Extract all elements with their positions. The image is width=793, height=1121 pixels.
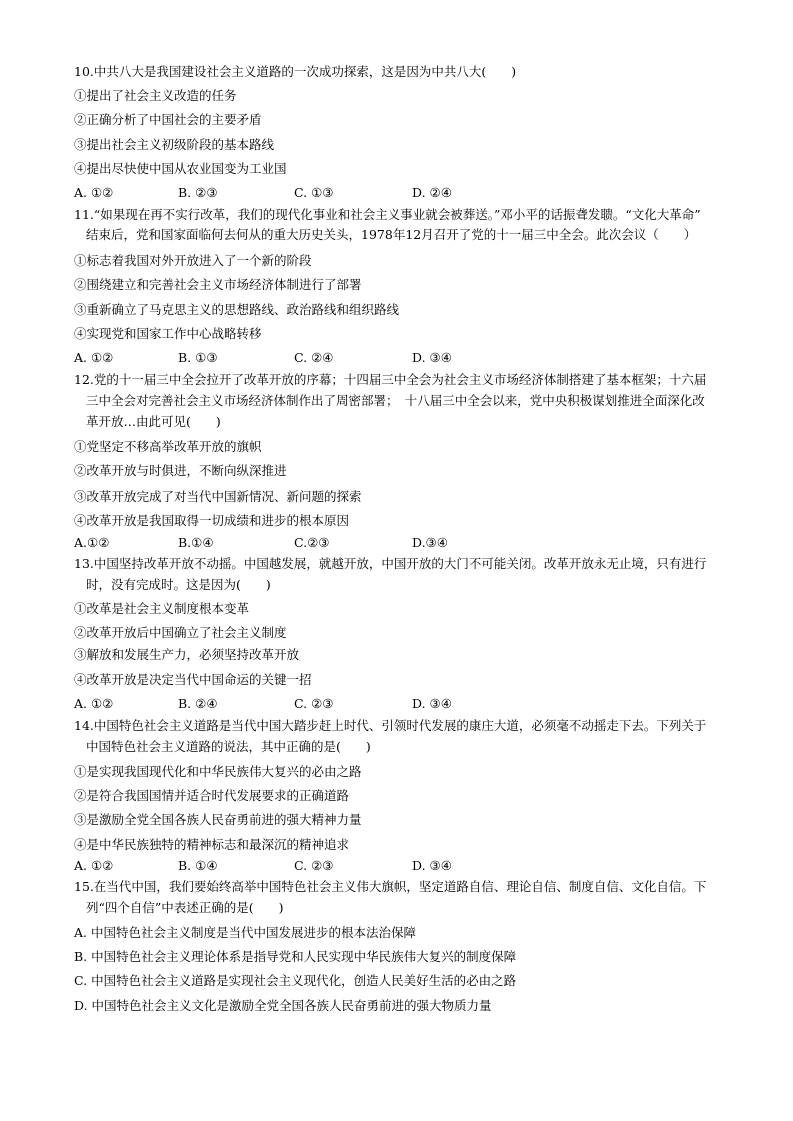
question-13-item-4: ④改革开放是决定当代中国命运的关键一招 (74, 672, 312, 687)
question-12-stem-line-1: 12.党的十一届三中全会拉开了改革开放的序幕；十四届三中全会为社会主义市场经济体制搭建了基本框架；十六届 (74, 372, 707, 387)
option-d: D. ③④ (412, 858, 452, 873)
question-15-option-b: B. 中国特色社会主义理论体系是指导党和人民实现中华民族伟大复兴的制度保障 (74, 949, 517, 964)
question-12-item-3: ③改革开放完成了对当代中国新情况、新问题的探索 (74, 489, 362, 504)
option-a: A.①② (74, 535, 110, 550)
question-11-item-1: ①标志着我国对外开放进入了一个新的阶段 (74, 253, 312, 268)
question-11-stem-line-2: 结束后，党和国家面临何去何从的重大历史关头，1978年12月召开了党的十一届三中全会。此次会议（ ） (86, 227, 697, 242)
question-15-stem-line-2: 列“四个自信”中表述正确的是( ) (86, 900, 284, 915)
question-13-stem-line-2: 时，没有完成时。这是因为( ) (86, 577, 271, 592)
option-d: D. ③④ (412, 696, 452, 711)
option-c: C. ②③ (294, 858, 334, 873)
option-c: C.②③ (294, 535, 330, 550)
question-12-item-1: ①党坚定不移高举改革开放的旗帜 (74, 439, 262, 454)
question-13-item-1: ①改革是社会主义制度根本变革 (74, 601, 250, 616)
question-14-item-3: ③是激励全党全国各族人民奋勇前进的强大精神力量 (74, 812, 362, 827)
question-10-item-2: ②正确分析了中国社会的主要矛盾 (74, 112, 262, 127)
option-b: B. ②④ (178, 696, 218, 711)
option-c: C. ②③ (294, 696, 334, 711)
question-14-item-1: ①是实现我国现代化和中华民族伟大复兴的必由之路 (74, 764, 362, 779)
question-10-options (74, 183, 492, 203)
option-b: B. ②③ (178, 185, 218, 200)
question-15-option-d: D. 中国特色社会主义文化是激励全党全国各族人民奋勇前进的强大物质力量 (74, 998, 492, 1013)
question-10-stem: 10.中共八大是我国建设社会主义道路的一次成功探索，这是因为中共八大( ) (74, 64, 517, 79)
question-13-options (74, 694, 492, 714)
option-a: A. ①② (74, 350, 114, 365)
question-10-item-4: ④提出尽快使中国从农业国变为工业国 (74, 161, 287, 176)
option-d: D.③④ (412, 535, 448, 550)
question-11-item-4: ④实现党和国家工作中心战略转移 (74, 326, 262, 341)
question-11-item-2: ②围绕建立和完善社会主义市场经济体制进行了部署 (74, 277, 362, 292)
option-b: B. ①④ (178, 858, 218, 873)
option-c: C. ②④ (294, 350, 334, 365)
question-12-stem-line-3: 革开放…由此可见( ) (86, 414, 221, 429)
question-15-option-a: A. 中国特色社会主义制度是当代中国发展进步的根本法治保障 (74, 925, 416, 940)
question-11-options (74, 348, 492, 368)
option-c: C. ①③ (294, 185, 334, 200)
option-b: B.①④ (178, 535, 214, 550)
question-13-item-3: ③解放和发展生产力，必须坚持改革开放 (74, 647, 300, 662)
question-15-stem-line-1: 15.在当代中国，我们要始终高举中国特色社会主义伟大旗帜，坚定道路自信、理论自信、制度自信、文化自信。下 (74, 879, 707, 894)
question-15-option-c: C. 中国特色社会主义道路是实现社会主义现代化，创造人民美好生活的必由之路 (74, 973, 517, 988)
question-13-stem-line-1: 13.中国坚持改革开放不动摇。中国越发展，就越开放，中国开放的大门不可能关闭。改革开放永无止境，只有进行 (74, 556, 707, 571)
question-12-stem-line-2: 三中全会对完善社会主义市场经济体制作出了周密部署； 十八届三中全会以来，党中央积极谋划推进全面深化改 (86, 393, 705, 408)
question-14-stem-line-1: 14.中国特色社会主义道路是当代中国大踏步赶上时代、引领时代发展的康庄大道，必须毫不动摇走下去。下列关于 (74, 718, 707, 733)
question-13-item-2: ②改革开放后中国确立了社会主义制度 (74, 625, 287, 640)
question-12-item-2: ②改革开放与时俱进，不断向纵深推进 (74, 463, 287, 478)
question-11-stem-line-1: 11.“如果现在再不实行改革，我们的现代化事业和社会主义事业就会被葬送。”邓小平的话振聋发聩。“文化大革命” (74, 207, 701, 222)
question-10-item-1: ①提出了社会主义改造的任务 (74, 88, 237, 103)
question-12-item-4: ④改革开放是我国取得一切成绩和进步的根本原因 (74, 513, 350, 528)
question-14-options (74, 856, 492, 876)
question-10-item-3: ③提出社会主义初级阶段的基本路线 (74, 137, 275, 152)
option-a: A. ①② (74, 696, 114, 711)
question-14-stem-line-2: 中国特色社会主义道路的说法，其中正确的是( ) (86, 739, 371, 754)
option-a: A. ①② (74, 185, 114, 200)
question-12-options (74, 533, 492, 553)
question-14-item-2: ②是符合我国国情并适合时代发展要求的正确道路 (74, 788, 350, 803)
option-d: D. ③④ (412, 350, 452, 365)
option-d: D. ②④ (412, 185, 452, 200)
question-11-item-3: ③重新确立了马克思主义的思想路线、政治路线和组织路线 (74, 302, 400, 317)
option-a: A. ①② (74, 858, 114, 873)
option-b: B. ①③ (178, 350, 218, 365)
question-14-item-4: ④是中华民族独特的精神标志和最深沉的精神追求 (74, 837, 350, 852)
